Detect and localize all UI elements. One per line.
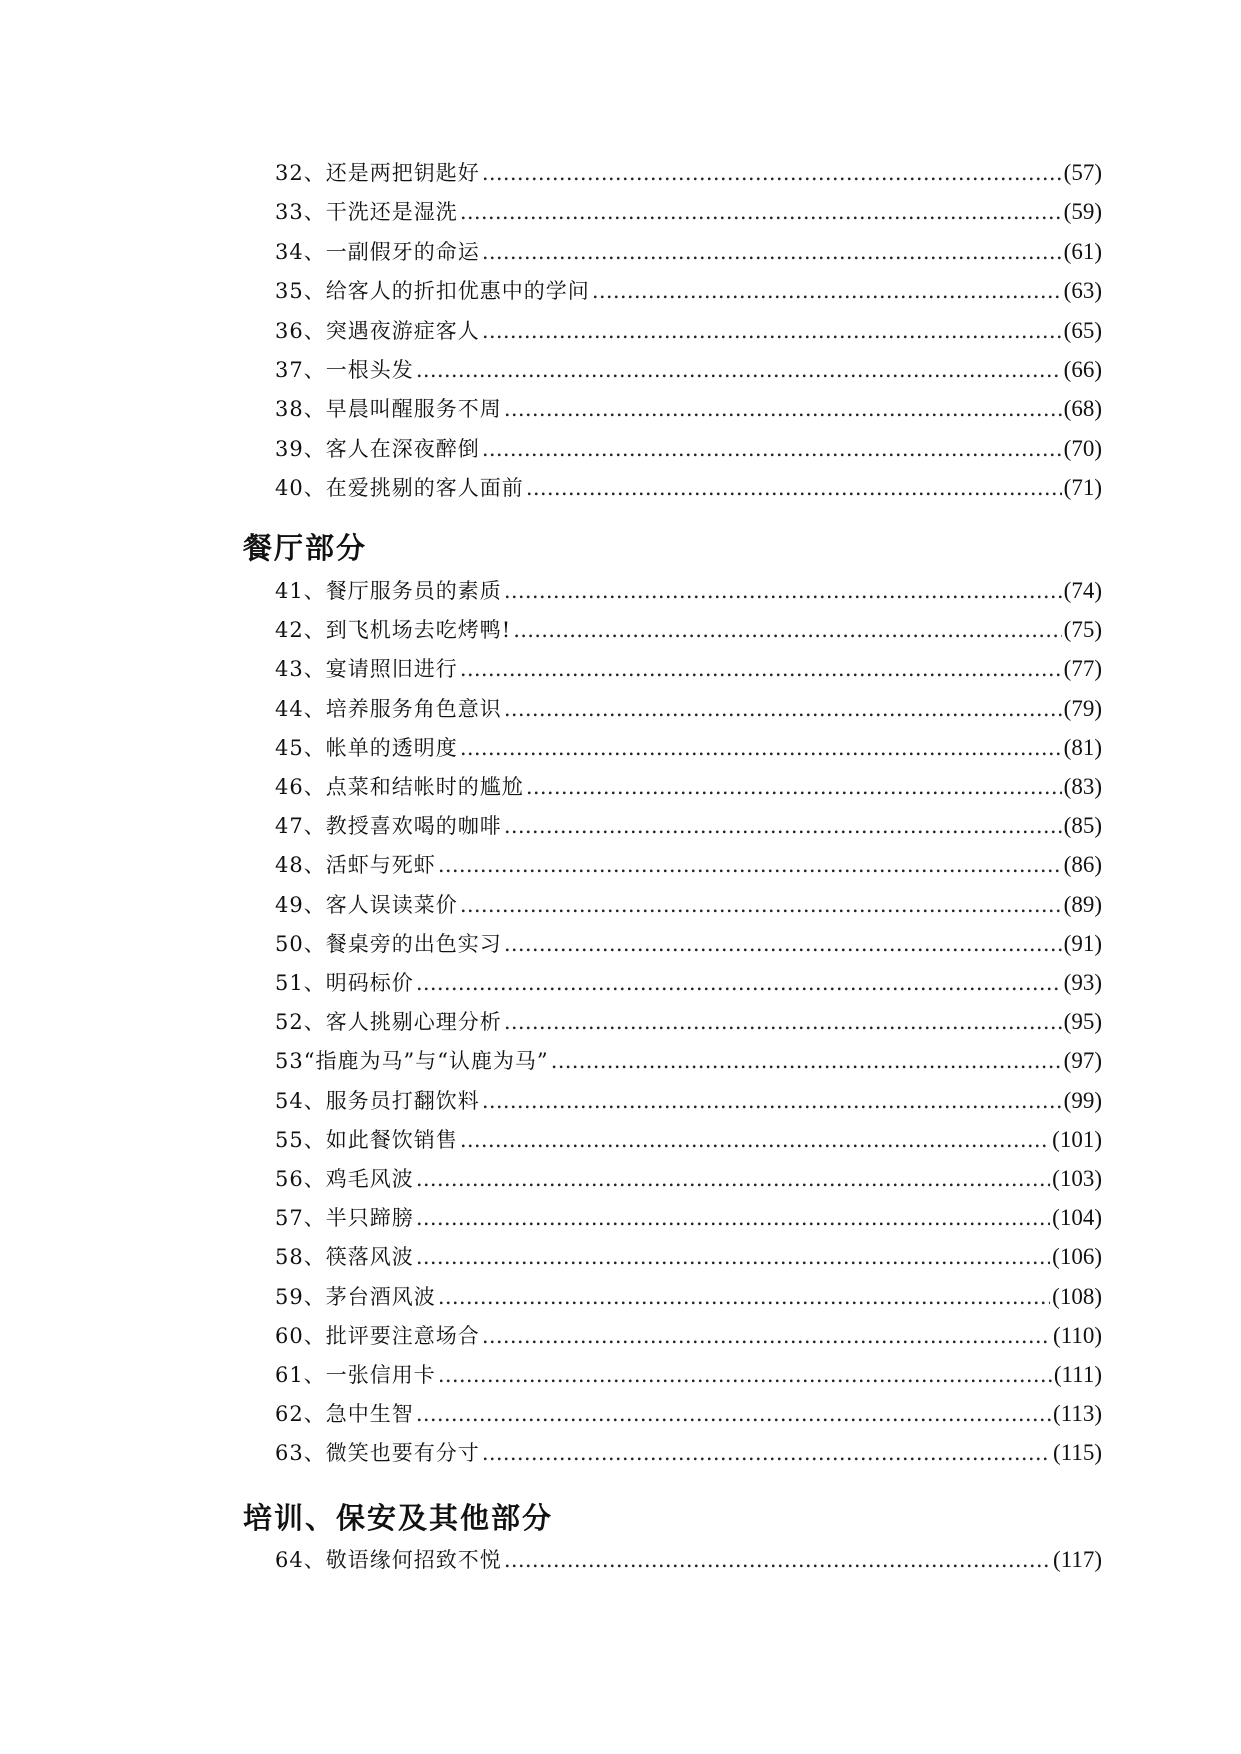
toc-page-number: (61) — [1063, 239, 1102, 264]
toc-entry-title: 56、鸡毛风波 — [275, 1167, 414, 1191]
toc-page-number: (74) — [1063, 578, 1102, 603]
toc-entry-title: 34、一副假牙的命运 — [275, 240, 480, 264]
toc-entry[interactable] — [275, 394, 1102, 424]
dot-leader — [460, 733, 1062, 763]
toc-entry-title: 51、明码标价 — [275, 971, 414, 995]
toc-entry[interactable] — [275, 237, 1102, 267]
toc-entry[interactable] — [275, 576, 1102, 606]
toc-entry[interactable] — [275, 1321, 1102, 1351]
toc-page-number: (77) — [1063, 656, 1102, 681]
toc-entry-title: 45、帐单的透明度 — [275, 736, 458, 760]
toc-entry[interactable] — [275, 276, 1102, 306]
toc-entry-title: 52、客人挑剔心理分析 — [275, 1010, 502, 1034]
toc-entry[interactable] — [275, 1545, 1102, 1575]
toc-page-number: (97) — [1063, 1048, 1102, 1073]
toc-entry-title: 33、干洗还是湿洗 — [275, 200, 458, 224]
toc-entry[interactable] — [275, 1360, 1102, 1390]
toc-page-number: (101) — [1052, 1127, 1102, 1152]
toc-entry[interactable] — [275, 1438, 1102, 1468]
dot-leader — [482, 1321, 1051, 1351]
toc-entry[interactable] — [275, 197, 1102, 227]
toc-page-number: (71) — [1063, 475, 1102, 500]
toc-page-number: (111) — [1053, 1362, 1102, 1387]
toc-entry-title: 63、微笑也要有分寸 — [275, 1441, 480, 1465]
toc-page-number: (75) — [1063, 617, 1102, 642]
toc-entry-title: 41、餐厅服务员的素质 — [275, 579, 502, 603]
toc-entry[interactable] — [275, 694, 1102, 724]
dot-leader — [592, 276, 1062, 306]
toc-entry[interactable] — [275, 615, 1102, 645]
dot-leader — [551, 1046, 1062, 1076]
toc-entry[interactable] — [275, 1125, 1102, 1155]
toc-page-number: (106) — [1052, 1244, 1102, 1269]
dot-leader — [526, 772, 1062, 802]
toc-page-number: (86) — [1063, 852, 1102, 877]
toc-page-number: (108) — [1052, 1284, 1102, 1309]
dot-leader — [416, 968, 1062, 998]
dot-leader — [513, 615, 1062, 645]
toc-entry[interactable] — [275, 316, 1102, 346]
toc-page-number: (70) — [1063, 436, 1102, 461]
toc-entry-title: 57、半只蹄膀 — [275, 1206, 414, 1230]
toc-entry-title: 53“指鹿为马”与“认鹿为马” — [275, 1049, 549, 1073]
toc-entry[interactable] — [275, 1164, 1102, 1194]
toc-entry-title: 54、服务员打翻饮料 — [275, 1089, 480, 1113]
dot-leader — [438, 850, 1062, 880]
dot-leader — [526, 473, 1062, 503]
dot-leader — [460, 1125, 1050, 1155]
toc-entry[interactable] — [275, 1046, 1102, 1076]
toc-page-number: (63) — [1063, 278, 1102, 303]
dot-leader — [504, 1545, 1051, 1575]
toc-page-number: (83) — [1063, 774, 1102, 799]
dot-leader — [482, 316, 1062, 346]
dot-leader — [504, 576, 1062, 606]
toc-entry-title: 32、还是两把钥匙好 — [275, 161, 480, 185]
toc-entry-title: 37、一根头发 — [275, 358, 414, 382]
toc-entry[interactable] — [275, 1282, 1102, 1312]
dot-leader — [416, 355, 1062, 385]
dot-leader — [504, 694, 1062, 724]
toc-entry-title: 59、茅台酒风波 — [275, 1285, 436, 1309]
toc-page-number: (91) — [1063, 931, 1102, 956]
dot-leader — [504, 394, 1062, 424]
dot-leader — [438, 1360, 1052, 1390]
toc-entry-title: 48、活虾与死虾 — [275, 853, 436, 877]
toc-page-number: (104) — [1052, 1205, 1102, 1230]
dot-leader — [460, 197, 1062, 227]
toc-entry-title: 50、餐桌旁的出色实习 — [275, 932, 502, 956]
dot-leader — [504, 811, 1062, 841]
section-heading: 餐厅部分 — [243, 531, 368, 565]
toc-entry-title: 39、客人在深夜醉倒 — [275, 437, 480, 461]
toc-entry[interactable] — [275, 772, 1102, 802]
dot-leader — [460, 654, 1062, 684]
toc-entry-title: 46、点菜和结帐时的尴尬 — [275, 775, 524, 799]
dot-leader — [504, 1007, 1062, 1037]
toc-page-number: (89) — [1063, 892, 1102, 917]
dot-leader — [416, 1164, 1050, 1194]
toc-entry[interactable] — [275, 158, 1102, 188]
toc-entry[interactable] — [275, 1203, 1102, 1233]
toc-entry[interactable] — [275, 968, 1102, 998]
toc-page-number: (99) — [1063, 1088, 1102, 1113]
toc-page-number: (117) — [1053, 1547, 1102, 1572]
dot-leader — [504, 929, 1062, 959]
dot-leader — [460, 890, 1062, 920]
toc-page-number: (66) — [1063, 357, 1102, 382]
toc-entry[interactable] — [275, 1086, 1102, 1116]
toc-entry-title: 58、筷落风波 — [275, 1245, 414, 1269]
toc-entry-title: 35、给客人的折扣优惠中的学问 — [275, 279, 590, 303]
toc-entry[interactable] — [275, 811, 1102, 841]
toc-entry-title: 61、一张信用卡 — [275, 1363, 436, 1387]
dot-leader — [482, 237, 1062, 267]
toc-page-number: (79) — [1063, 696, 1102, 721]
toc-page-number: (68) — [1063, 396, 1102, 421]
toc-entry[interactable] — [275, 434, 1102, 464]
dot-leader — [482, 1086, 1062, 1116]
toc-entry[interactable] — [275, 1399, 1102, 1429]
toc-entry-title: 44、培养服务角色意识 — [275, 697, 502, 721]
toc-page-number: (103) — [1052, 1166, 1102, 1191]
toc-entry-title: 64、敬语缘何招致不悦 — [275, 1548, 502, 1572]
toc-entry[interactable] — [275, 733, 1102, 763]
dot-leader — [482, 158, 1062, 188]
toc-page-number: (65) — [1063, 318, 1102, 343]
toc-entry[interactable] — [275, 1242, 1102, 1272]
toc-entry-title: 36、突遇夜游症客人 — [275, 319, 480, 343]
dot-leader — [482, 434, 1062, 464]
toc-page-number: (93) — [1063, 970, 1102, 995]
toc-page-number: (113) — [1053, 1401, 1102, 1426]
toc-entry[interactable] — [275, 355, 1102, 385]
toc-entry-title: 42、到飞机场去吃烤鸭! — [275, 618, 512, 642]
toc-page-number: (59) — [1063, 199, 1102, 224]
toc-entry-title: 49、客人误读菜价 — [275, 893, 458, 917]
toc-page-number: (110) — [1053, 1323, 1102, 1348]
toc-entry[interactable] — [275, 654, 1102, 684]
toc-page-number: (85) — [1063, 813, 1102, 838]
toc-entry[interactable] — [275, 850, 1102, 880]
section-heading: 培训、保安及其他部分 — [243, 1501, 554, 1535]
toc-page-number: (57) — [1063, 160, 1102, 185]
toc-page-number: (115) — [1053, 1440, 1102, 1465]
toc-entry-title: 60、批评要注意场合 — [275, 1324, 480, 1348]
toc-entry[interactable] — [275, 473, 1102, 503]
dot-leader — [438, 1282, 1050, 1312]
toc-entry-title: 40、在爱挑剔的客人面前 — [275, 476, 524, 500]
dot-leader — [416, 1203, 1050, 1233]
toc-entry-title: 43、宴请照旧进行 — [275, 657, 458, 681]
dot-leader — [482, 1438, 1051, 1468]
toc-entry-title: 38、早晨叫醒服务不周 — [275, 397, 502, 421]
toc-entry-title: 47、教授喜欢喝的咖啡 — [275, 814, 502, 838]
dot-leader — [416, 1242, 1050, 1272]
toc-page-number: (81) — [1063, 735, 1102, 760]
toc-entry[interactable] — [275, 929, 1102, 959]
toc-page-number: (95) — [1063, 1009, 1102, 1034]
dot-leader — [416, 1399, 1051, 1429]
toc-entry[interactable] — [275, 1007, 1102, 1037]
toc-entry-title: 62、急中生智 — [275, 1402, 414, 1426]
toc-entry[interactable] — [275, 890, 1102, 920]
toc-entry-title: 55、如此餐饮销售 — [275, 1128, 458, 1152]
